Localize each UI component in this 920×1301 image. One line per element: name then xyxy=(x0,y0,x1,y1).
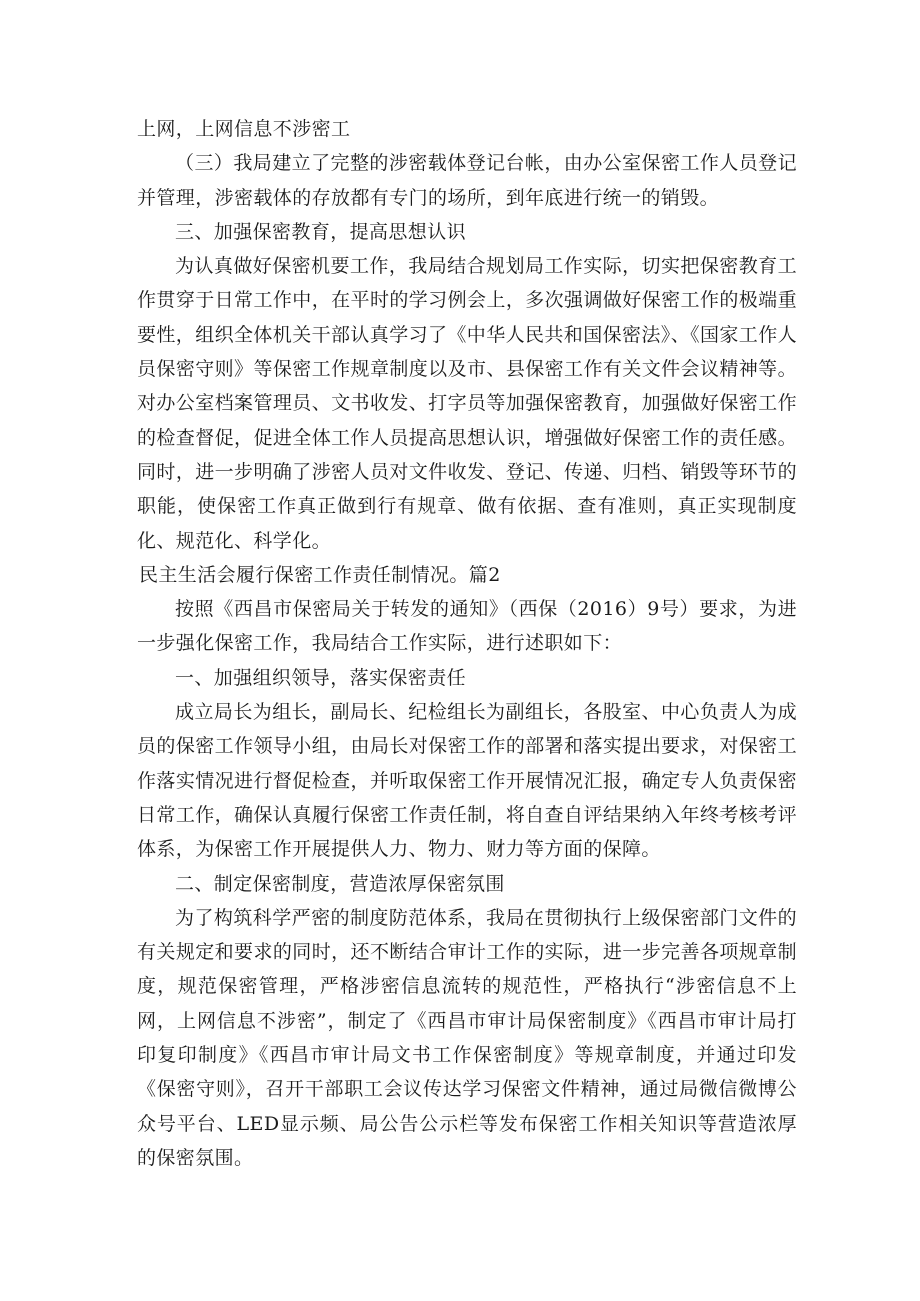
paragraph-leadership: 成立局长为组长，副局长、纪检组长为副组长，各股室、中心负责人为成员的保密工作领导小组，由局长对保密工作的部署和落实提出要求，对保密工作落实情况进行督促检查，并听取保密工作开展情况汇报，确定专人负责保密日常工作，确保认真履行保密工作责任制，将自查自评结果纳入年终考核考评体系，为保密工作开展提供人力、物力、财力等方面的保障。 xyxy=(137,701,797,861)
document-body xyxy=(137,112,797,1175)
paragraph-rules: 为了构筑科学严密的制度防范体系，我局在贯彻执行上级保密部门文件的有关规定和要求的同时，还不断结合审计工作的实际，进一步完善各项规章制度，规范保密管理，严格涉密信息流转的规范性，严格执行“涉密信息不上网，上网信息不涉密”，制定了《西昌市审计局保密制度》《西昌市审计局打印复印制度》《西昌市审计局文书工作保密制度》等规章制度，并通过印发《保密守则》，召开干部职工会议传达学习保密文件精神，通过局微信微博公众号平台、LED显示频、局公告公示栏等发布保密工作相关知识等营造浓厚的保密氛围。 xyxy=(137,906,797,1169)
heading-leadership: 一、加强组织领导，落实保密责任 xyxy=(175,666,467,689)
paragraph-storage-registry: （三）我局建立了完整的涉密载体登记台帐，由办公室保密工作人员登记并管理，涉密载体的存放都有专门的场所，到年底进行统一的销毁。 xyxy=(137,152,797,209)
heading-education: 三、加强保密教育，提高思想认识 xyxy=(175,220,467,243)
section-title-part-2: 民主生活会履行保密工作责任制情况。篇2 xyxy=(139,563,501,586)
paragraph-intro: 按照《西昌市保密局关于转发的通知》（西保（2016）9号）要求，为进一步强化保密工作，我局结合工作实际，进行述职如下： xyxy=(137,598,797,655)
heading-rules: 二、制定保密制度，营造浓厚保密氛围 xyxy=(175,872,505,895)
paragraph-continuation: 上网，上网信息不涉密工 xyxy=(137,118,351,140)
paragraph-education: 为认真做好保密机要工作，我局结合规划局工作实际，切实把保密教育工作贯穿于日常工作中，在平时的学习例会上，多次强调做好保密工作的极端重要性，组织全体机关干部认真学习了《中华人民共和国保密法》、《国家工作人员保密守则》等保密工作规章制度以及市、县保密工作有关文件会议精神等。对办公室档案管理员、文书收发、打字员等加强保密教育，加强做好保密工作的检查督促，促进全体工作人员提高思想认识，增强做好保密工作的责任感。同时，进一步明确了涉密人员对文件收发、登记、传递、归档、销毁等环节的职能，使保密工作真正做到行有规章、做有依据、查有准则，真正实现制度化、规范化、科学化。 xyxy=(137,255,798,552)
